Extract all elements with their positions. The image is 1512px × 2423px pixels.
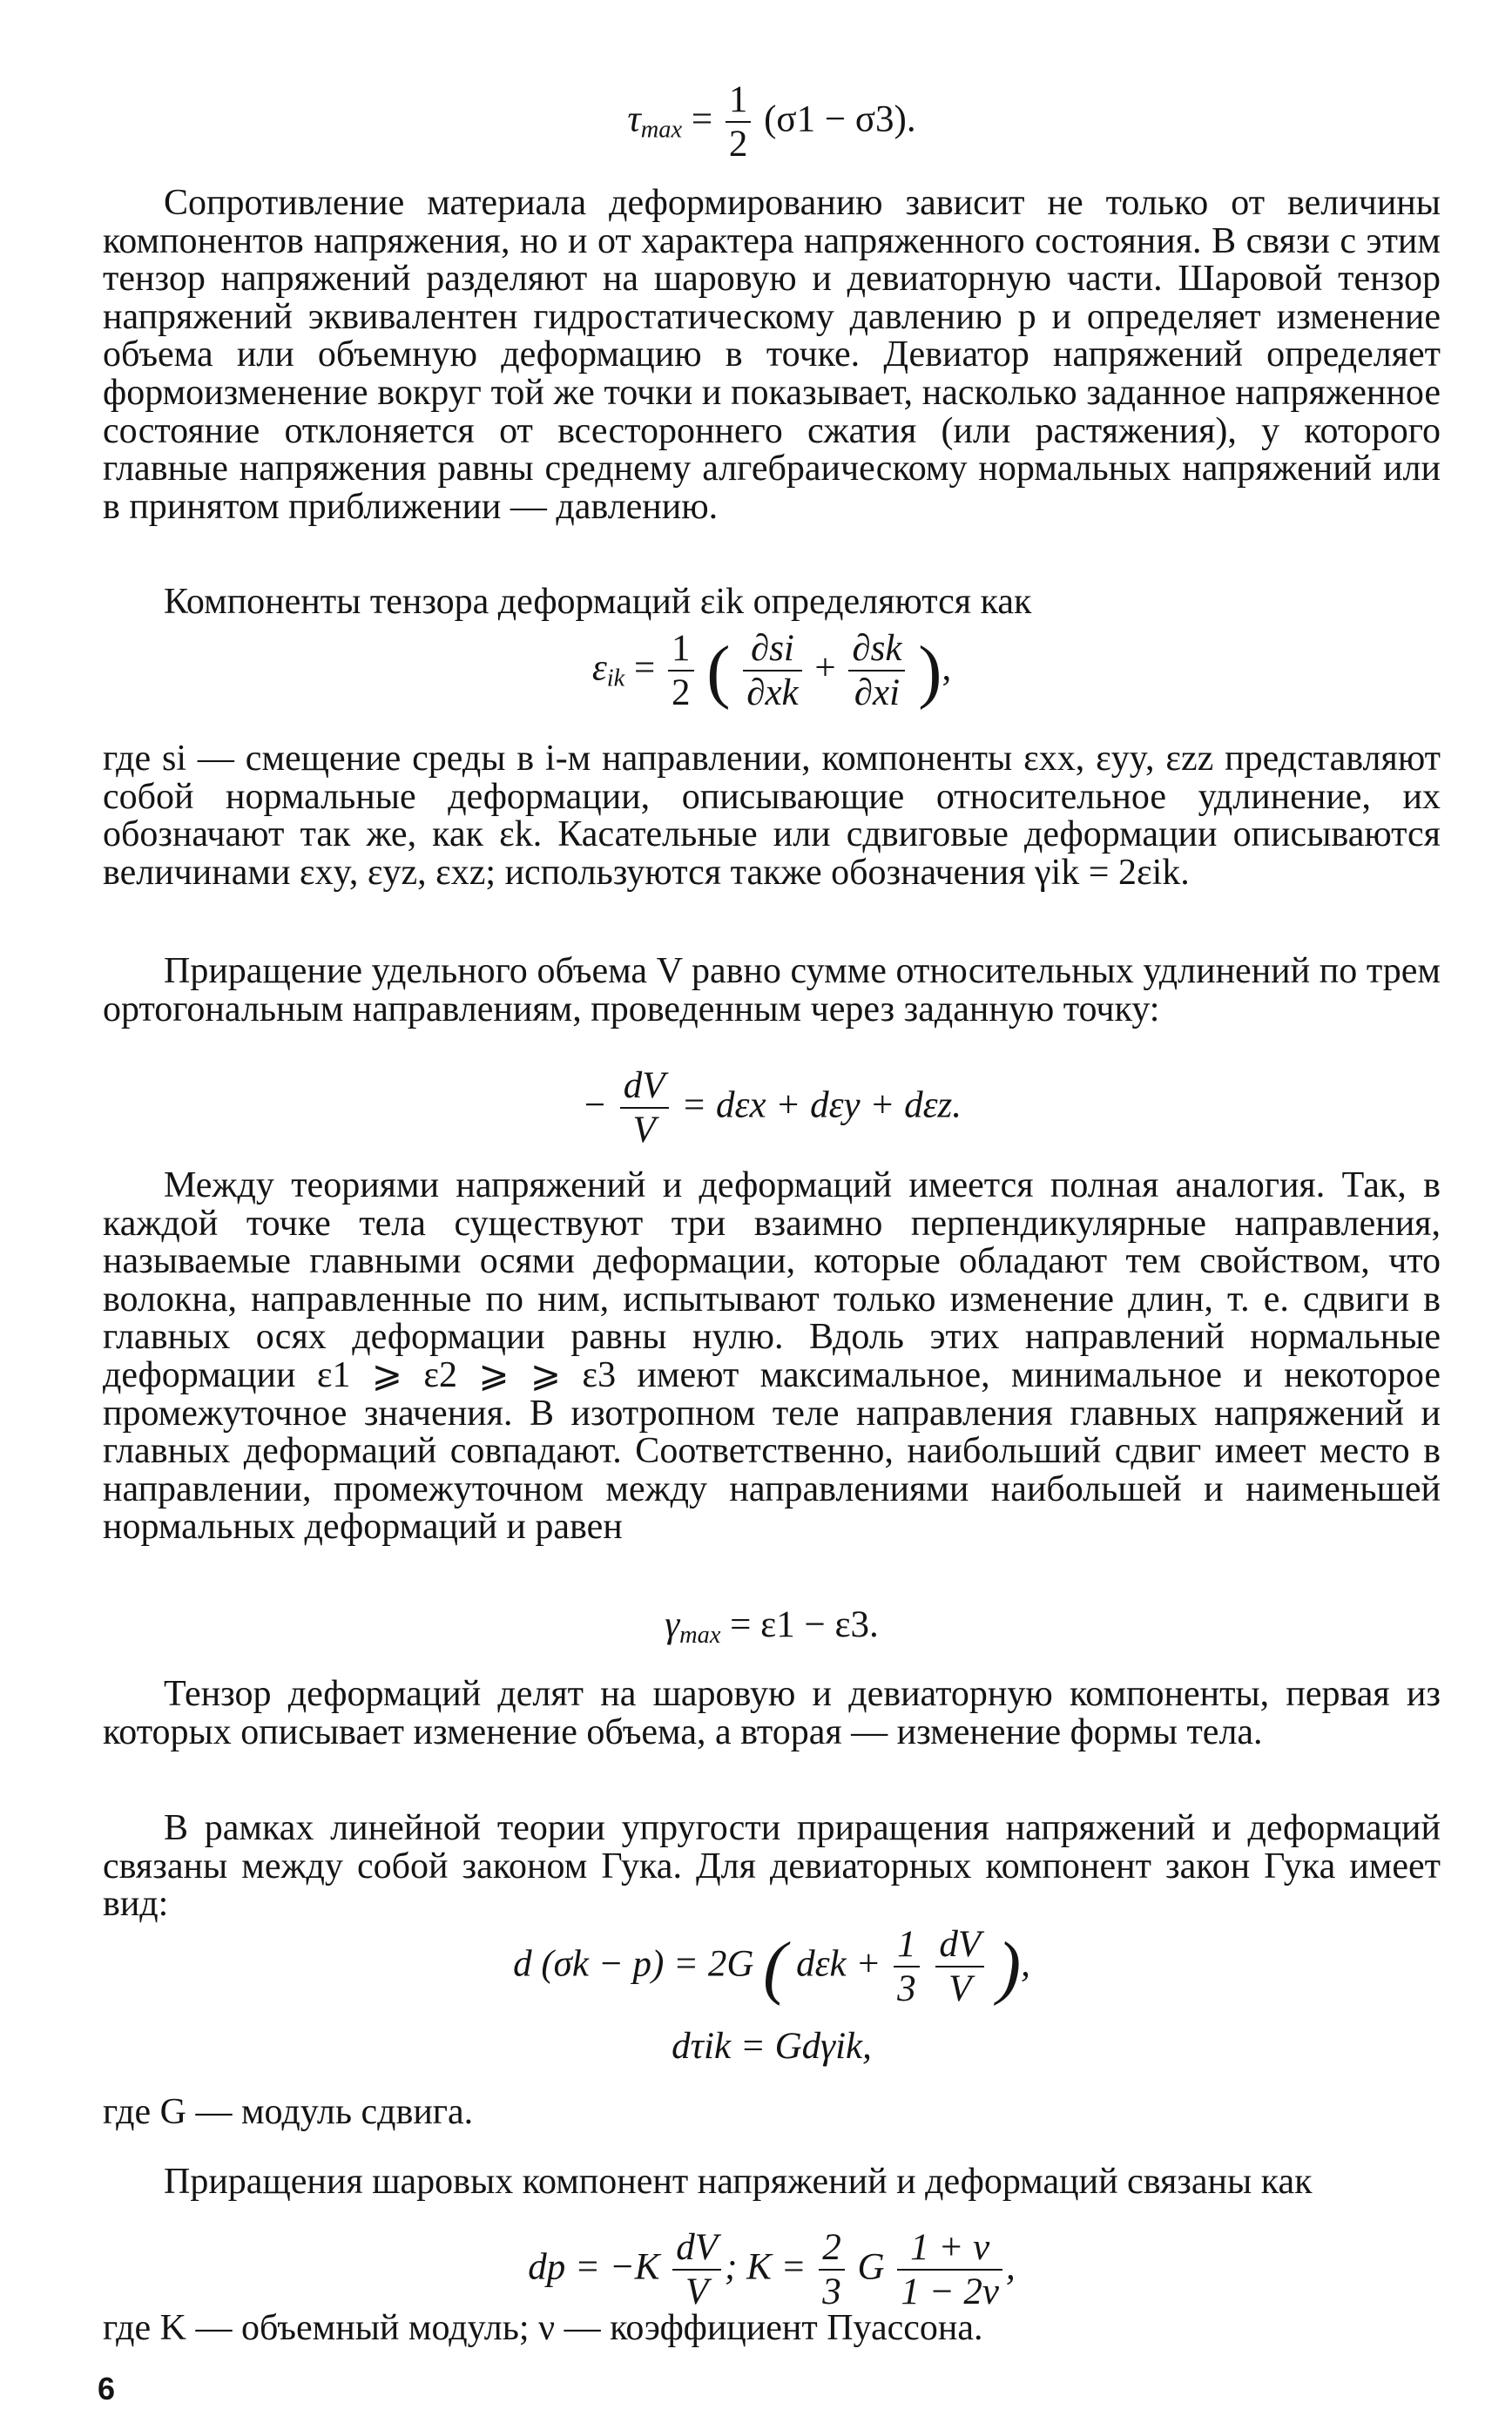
fraction [668, 627, 694, 715]
numerator: 2 [819, 2226, 845, 2271]
fraction [672, 2226, 721, 2314]
paragraph-9: Приращения шаровых компонент напряжений и деформаций связаны как [164, 2162, 1313, 2202]
fraction [894, 1923, 920, 2011]
eq-subscript: ik [606, 665, 625, 692]
right-paren: ) [996, 1927, 1022, 2007]
numerator: 1 [894, 1923, 920, 1967]
left-paren: ( [763, 1927, 787, 2007]
fraction [726, 78, 752, 166]
eq-lhs: d (σk − p) = 2G [513, 1943, 754, 1985]
denominator: V [685, 2271, 709, 2313]
denominator: ∂xk [746, 672, 799, 714]
equation-volume [103, 1064, 1441, 1152]
denominator: V [632, 1110, 656, 1151]
numerator: ∂sk [848, 627, 905, 672]
denominator: 1 − 2ν [901, 2271, 999, 2313]
equation-gamma-max [103, 1604, 1441, 1657]
page-number: 6 [98, 2371, 116, 2406]
fraction [935, 1923, 984, 2011]
eq-tail: , [1005, 2246, 1016, 2288]
plus-sign: + [814, 647, 836, 689]
minus-sign: − [581, 1084, 607, 1126]
eq-symbol: γ [665, 1604, 680, 1645]
paragraph-7: В рамках линейной теории упругости приращения напряжений и деформаций связаны между собой законом Гука. Для девиаторных компонент закон Гука имеет вид: [103, 1808, 1441, 1925]
fraction [897, 2226, 1002, 2314]
eq-subscript: max [679, 1622, 721, 1650]
denominator: V [948, 1968, 972, 2010]
fraction [743, 627, 801, 715]
eq-term: dεk + [796, 1943, 881, 1985]
equation-bulk-modulus [103, 2226, 1441, 2314]
paragraph-3: где si — смещение среды в i-м направлении, компоненты εxx, εyy, εzz представляют собой нормальные деформации, описывающие относительное удлинение, их обозначают так же, как εk. Касательные или сдвиговые деформации описываются величинами εxy, εyz, εxz; используются также обозначения γik = 2εik. [103, 739, 1441, 893]
numerator: ∂si [743, 627, 801, 672]
eq-separator: ; K = [725, 2246, 807, 2288]
paragraph-8: где G — модуль сдвига. [103, 2092, 474, 2132]
right-paren: ) [918, 631, 942, 711]
paragraph-6: Тензор деформаций делят на шаровую и девиаторную компоненты, первая из которых описывает изменение объема, а вторая — изменение формы тела. [103, 1674, 1441, 1752]
equation-strain-tensor [103, 627, 1441, 715]
eq-rhs: = ε1 − ε3. [730, 1604, 879, 1645]
paragraph-4: Приращение удельного объема V равно сумме относительных удлинений по трем ортогональным направлениям, проведенным через заданную точку: [103, 951, 1441, 1029]
paragraph-2: Компоненты тензора деформаций εik определяются как [164, 582, 1032, 622]
eq-tail: , [1021, 1943, 1030, 1985]
numerator: 1 [668, 627, 694, 672]
paragraph-5: Между теориями напряжений и деформаций имеется полная аналогия. Так, в каждой точке тела существуют три взаимно перпендикулярные направления, называемые главными осями деформации, которые обладают тем свойством, что волокна, направленные по ним, испытывают только изменение длин, т. е. сдвиги в главных осях деформации равны нулю. Вдоль этих направлений нормальные деформации ε1 ⩾ ε2 ⩾ ⩾ ε3 имеют максимальное, минимальное и некоторое промежуточное значения. В изотропном теле направления главных напряжений и главных деформаций совпадают. Соответственно, наибольший сдвиг имеет место в направлении, промежуточном между направлениями наибольшей и наименьшей нормальных деформаций и равен [103, 1165, 1441, 1548]
equation-hooke-deviator [103, 1923, 1441, 2011]
eq-sign: = [634, 647, 656, 689]
left-paren: ( [706, 631, 731, 711]
denominator: 3 [822, 2271, 841, 2313]
numerator: dV [672, 2226, 721, 2271]
eq-lhs: dp = −K [528, 2246, 660, 2288]
denominator: 2 [728, 124, 748, 165]
numerator: dV [935, 1923, 984, 1967]
equation-hooke-shear [103, 2026, 1441, 2068]
eq-subscript: max [640, 116, 683, 144]
paragraph-10: где K — объемный модуль; ν — коэффициент Пуассона. [103, 2308, 983, 2348]
eq-symbol: τ [627, 98, 641, 140]
eq-tail: , [942, 647, 952, 689]
eq-text: dτik = Gdγik, [672, 2026, 872, 2067]
paragraph-1: Сопротивление материала деформированию зависит не только от величины компонентов напряжения, но и от характера напряженного состояния. В связи с этим тензор напряжений разделяют на шаровую и девиаторную части. Шаровой тензор напряжений эквивалентен гидростатическому давлению p и определяет изменение объема или объемную деформацию в точке. Девиатор напряжений определяет формоизменение вокруг той же точки и показывает, насколько заданное напряженное состояние отклоняется от всестороннего сжатия (или растяжения), у которого главные напряжения равны среднему алгебраическому нормальных напряжений или в принятом приближении — давлению. [103, 183, 1441, 527]
eq-symbol: ε [591, 647, 607, 689]
fraction [819, 2226, 845, 2314]
denominator: 2 [672, 672, 691, 714]
fraction [848, 627, 905, 715]
numerator: 1 + ν [897, 2226, 1002, 2271]
denominator: ∂xi [854, 672, 901, 714]
denominator: 3 [897, 1968, 916, 2010]
numerator: dV [620, 1064, 669, 1109]
eq-rhs: = dεx + dεy + dεz. [681, 1084, 962, 1126]
fraction [620, 1064, 669, 1152]
numerator: 1 [726, 78, 752, 123]
eq-sign: = [691, 98, 713, 140]
eq-symbol: G [857, 2246, 885, 2288]
eq-rest: (σ1 − σ3). [764, 98, 916, 140]
equation-tau-max [103, 78, 1441, 166]
